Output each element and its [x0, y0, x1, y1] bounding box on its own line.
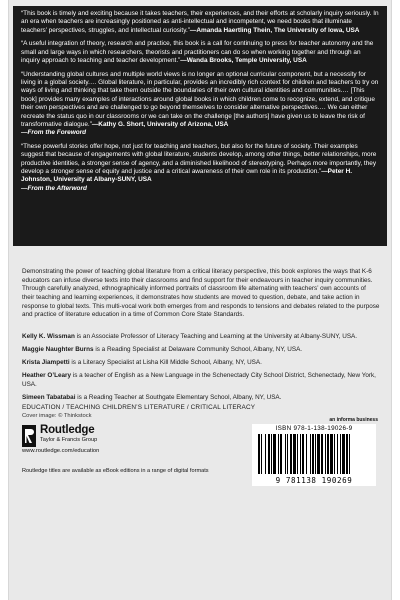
- author-name: Maggie Naughter Burns: [22, 346, 94, 354]
- endorsement-source: —From the Foreword: [21, 129, 87, 137]
- author-name: Kelly K. Wissman: [22, 333, 75, 340]
- informa-tagline: an informa business: [329, 417, 378, 423]
- endorsement: [21, 143, 379, 193]
- routledge-logo-icon: [22, 425, 36, 447]
- author-bio: [22, 346, 380, 355]
- publisher-url: www.routledge.com/education: [22, 448, 100, 454]
- author-name: Krista Jiampetti: [22, 359, 70, 367]
- endorsement-attribution: —Kathy G. Short, University of Arizona, USA: [91, 120, 229, 128]
- isbn-label: ISBN 978-1-138-19026-9: [275, 425, 353, 432]
- endorsement-attribution: —Wanda Brooks, Temple University, USA: [180, 57, 307, 65]
- author-bio-text: is an Associate Professor of Literacy Teaching and Learning at the University at Albany-SUNY, USA.: [74, 333, 358, 340]
- author-bio: [22, 333, 380, 342]
- endorsement-text: “These powerful stories offer hope, not just for teaching and teachers, but also for the future of society. Their examples suggest that because of engagements with global literature, students develop, among other things, better relationships, more productive identities, a stronger sense of agency, and a diminished likelihood of stereotyping. Perhaps more importantly, they develop a stronger sense of equity and justice and a critical awareness of their own role in its production.”: [21, 142, 377, 175]
- endorsement-attribution: —Amanda Haertling Thein, The University of Iowa, USA: [189, 26, 360, 34]
- author-name: Heather O’Leary: [22, 372, 72, 380]
- author-name: Simeen Tabatabai: [22, 394, 76, 402]
- author-bio: [22, 372, 380, 389]
- endorsement-text: “This book is timely and exciting because it takes teachers, their experiences, and their efforts at scholarly inquiry seriously. In an era when teachers are increasingly positioned as anti-intellectual and incompetent, we need books that illuminate teachers’ perspectives, struggles, and intellectual curiosity.”: [21, 10, 379, 34]
- endorsement-source: —From the Afterword: [21, 184, 87, 192]
- endorsement: [21, 40, 379, 65]
- author-bio: [22, 394, 380, 403]
- ebook-note: Routledge titles are available as eBook editions in a range of digital formats: [22, 468, 209, 474]
- cover-image-credit: Cover image: © Thinkstock: [22, 413, 92, 419]
- isbn-digits: 9 781138 190269: [275, 476, 353, 485]
- endorsement-text: “Understanding global cultures and multiple world views is no longer an optional curricular component, but a necessity for living in a global society.… Global literature, in particular, provides an incredibly rich context for children and teachers to try on ways of living and thinking that take them outside the boundaries of their own cultural identities and communities.… [This book] provides many examples of interactions around global books in which children come to recognize, extend, and critique their own perspectives and are challenged to go beyond themselves to consider alternative perspectives.… We can either recreate the status quo in our classrooms or we can take on the challenge [the authors] have given us to leave the risk of transformative dialogue.”: [21, 70, 379, 128]
- publisher-group: Taylor & Francis Group: [40, 437, 98, 443]
- book-description: Demonstrating the power of teaching global literature from a critical literacy perspective, this book explores the ways that K-6 educators can infuse diverse texts into their classrooms and find support for their endeavours in teacher inquiry communities. Through carefully analyzed, ethnographically informed portraits of classroom life alternating with teachers’ own accounts of their teaching and learning experiences, it demonstrates how students are moved to question, debate, and take action in response to global texts. This multi-vocal work both emerges from and responds to tensions and debates related to the purpose and practice of literature education in a time of Common Core State Standards.: [22, 268, 380, 319]
- endorsement: [21, 10, 379, 35]
- barcode-icon: [258, 434, 370, 474]
- author-bio-text: is a teacher of English as a New Language in the Schenectady City School District, Schenectady, New York, USA.: [22, 372, 376, 388]
- subject-categories: EDUCATION / TEACHING CHILDREN’S LITERATURE / CRITICAL LITERACY: [22, 404, 256, 411]
- publisher-name: Routledge: [40, 424, 95, 436]
- author-bio-text: is a Reading Teacher at Southgate Elementary School, Albany, NY, USA.: [75, 394, 282, 402]
- author-bio: [22, 359, 380, 368]
- author-bio-text: is a Reading Specialist at Delaware Community School, Albany, NY, USA.: [93, 346, 303, 354]
- endorsement: [21, 71, 379, 138]
- author-bios: [22, 333, 380, 407]
- endorsements-panel: [13, 6, 387, 246]
- isbn-barcode: [252, 424, 376, 486]
- author-bio-text: is a Literacy Specialist at Lisha Kill Middle School, Albany, NY, USA.: [69, 359, 262, 367]
- endorsement-text: “A useful integration of theory, research and practice, this book is a call for continuing to press for teacher autonomy and the small and large ways in which researchers, theorists and practitioners can do so when working together and through an inquiry approach to teaching and teacher development.”: [21, 40, 374, 65]
- endorsement-attribution: —Peter H. Johnston, University at Albany-SUNY, USA: [21, 167, 353, 184]
